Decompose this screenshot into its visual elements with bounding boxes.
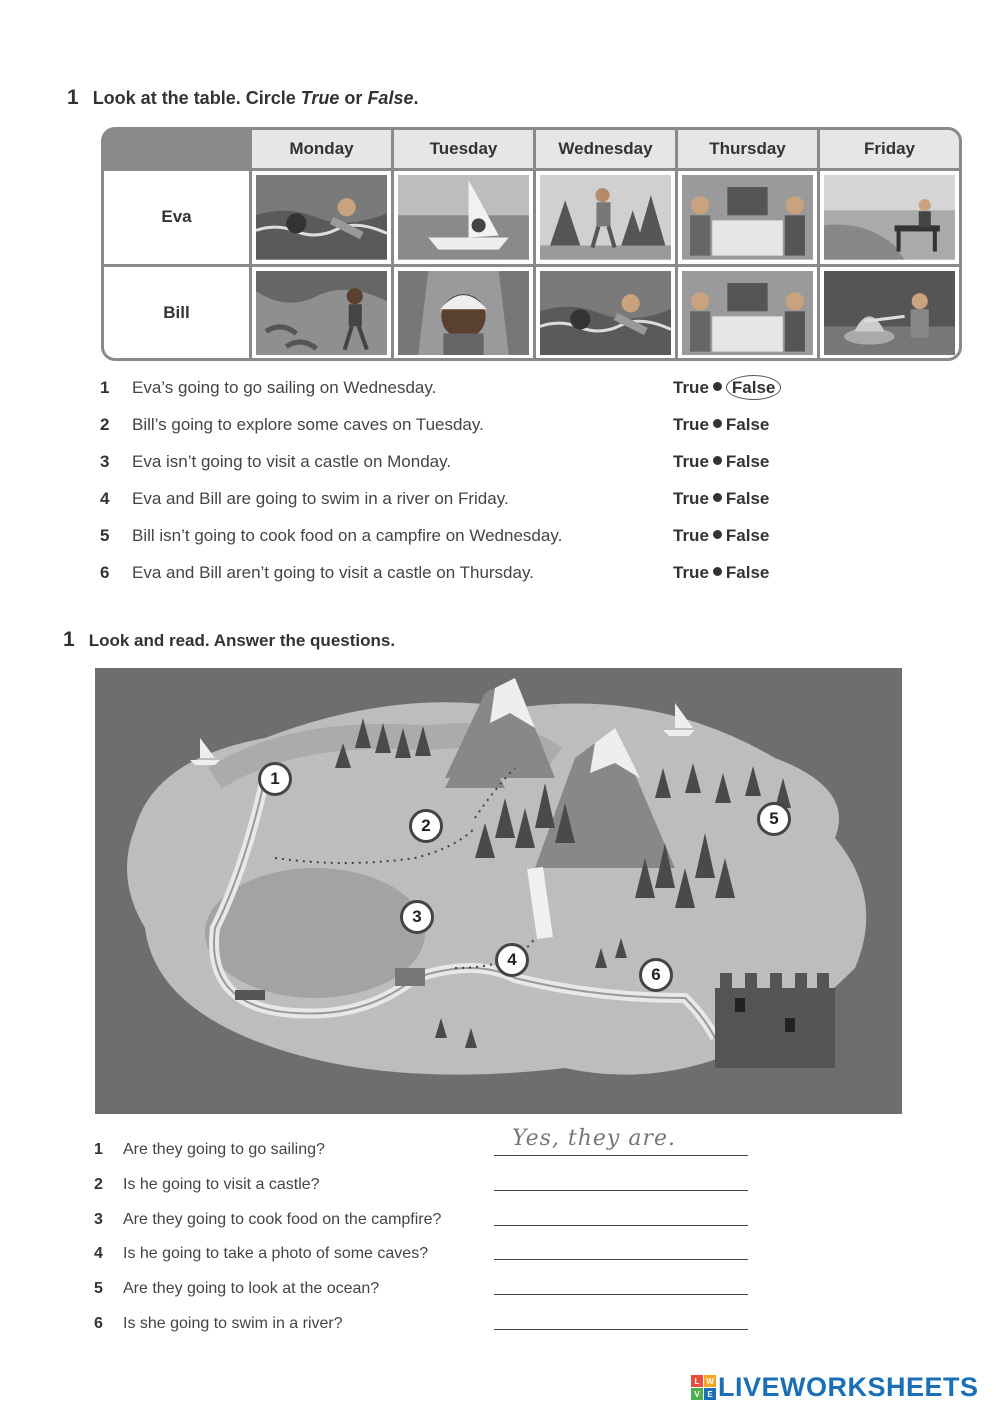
true-false-choice[interactable] [673,526,769,546]
statement-row: 5 Bill isn’t going to cook food on a campfire on Wednesday. [100,526,563,545]
day-header: Friday [820,130,959,168]
question-row: 6 Is she going to swim in a river? [94,1315,343,1332]
false-option[interactable]: False [725,489,770,508]
logo-blocks-icon: L W V E [691,1375,716,1400]
answer-line[interactable] [494,1190,748,1191]
activity-table [101,127,962,361]
map-marker-3: 3 [400,900,434,934]
true-false-choice[interactable] [673,452,769,472]
true-option[interactable]: True [673,489,709,508]
true-false-choice[interactable] [673,378,781,398]
table-corner [104,130,249,168]
logo-text: LIVEWORKSHEETS [718,1372,979,1402]
map-marker-5: 5 [757,802,791,836]
exercise-number: 1 [63,628,75,651]
answer-line[interactable] [494,1259,748,1260]
island-map-illustration [95,668,902,1114]
exercise-number: 1 [67,86,79,109]
true-option[interactable]: True [673,526,709,545]
true-option[interactable]: True [673,563,709,582]
island-map [95,668,902,1114]
statement-row: 6 Eva and Bill aren’t going to visit a castle on Thursday. [100,563,534,582]
castle-map-image [678,267,817,360]
map-marker-4: 4 [495,943,529,977]
statement-row: 4 Eva and Bill are going to swim in a river on Friday. [100,489,509,508]
false-option[interactable]: False [725,563,770,582]
day-header: Monday [252,130,391,168]
day-header: Wednesday [536,130,675,168]
separator-dot [713,530,722,539]
map-marker-6: 6 [639,958,673,992]
statement-row: 2 Bill’s going to explore some caves on Tuesday. [100,415,484,434]
question-row: 5 Are they going to look at the ocean? [94,1280,380,1297]
answer-line[interactable] [494,1155,748,1156]
separator-dot [713,493,722,502]
true-false-choice[interactable] [673,563,769,583]
answer-line[interactable] [494,1225,748,1226]
true-false-choice[interactable] [673,415,769,435]
exploring-caves-image [252,267,391,360]
row-name-eva: Eva [104,171,249,264]
true-false-choice[interactable] [673,489,769,509]
answer-line[interactable] [494,1294,748,1295]
day-header: Thursday [678,130,817,168]
swimming-in-river-image [252,171,391,264]
castle-map-image [678,171,817,264]
false-option[interactable]: False [725,415,770,434]
map-marker-2: 2 [409,809,443,843]
answer-text: Yes, they are. [512,1126,677,1151]
question-row: 1 Are they going to go sailing? [94,1141,325,1158]
sailing-image [394,171,533,264]
statement-row: 3 Eva isn’t going to visit a castle on Monday. [100,452,452,471]
row-name-bill: Bill [104,267,249,360]
false-option-circled[interactable]: False [726,375,781,400]
separator-dot [713,567,722,576]
map-marker-1: 1 [258,762,292,796]
true-option[interactable]: True [673,452,709,471]
separator-dot [713,382,722,391]
day-header: Tuesday [394,130,533,168]
question-row: 4 Is he going to take a photo of some caves? [94,1245,429,1262]
answer-line[interactable] [494,1329,748,1330]
separator-dot [713,456,722,465]
hiking-in-forest-image [536,171,675,264]
true-option[interactable]: True [673,378,709,397]
girl-with-hat-image [394,267,533,360]
question-row: 2 Is he going to visit a castle? [94,1176,320,1193]
looking-at-ocean-image [820,171,959,264]
swimming-in-river-image [536,267,675,360]
question-row: 3 Are they going to cook food on the campfire? [94,1211,442,1228]
statement-row: 1 Eva’s going to go sailing on Wednesday. [100,378,437,397]
false-option[interactable]: False [725,526,770,545]
exercise2-heading: 1 Look and read. Answer the questions. [63,628,396,651]
exercise1-heading: 1 Look at the table. Circle True or False. [67,86,419,109]
liveworksheets-logo[interactable] [691,1372,979,1403]
campfire-cooking-image [820,267,959,360]
separator-dot [713,419,722,428]
true-option[interactable]: True [673,415,709,434]
false-option[interactable]: False [725,452,770,471]
